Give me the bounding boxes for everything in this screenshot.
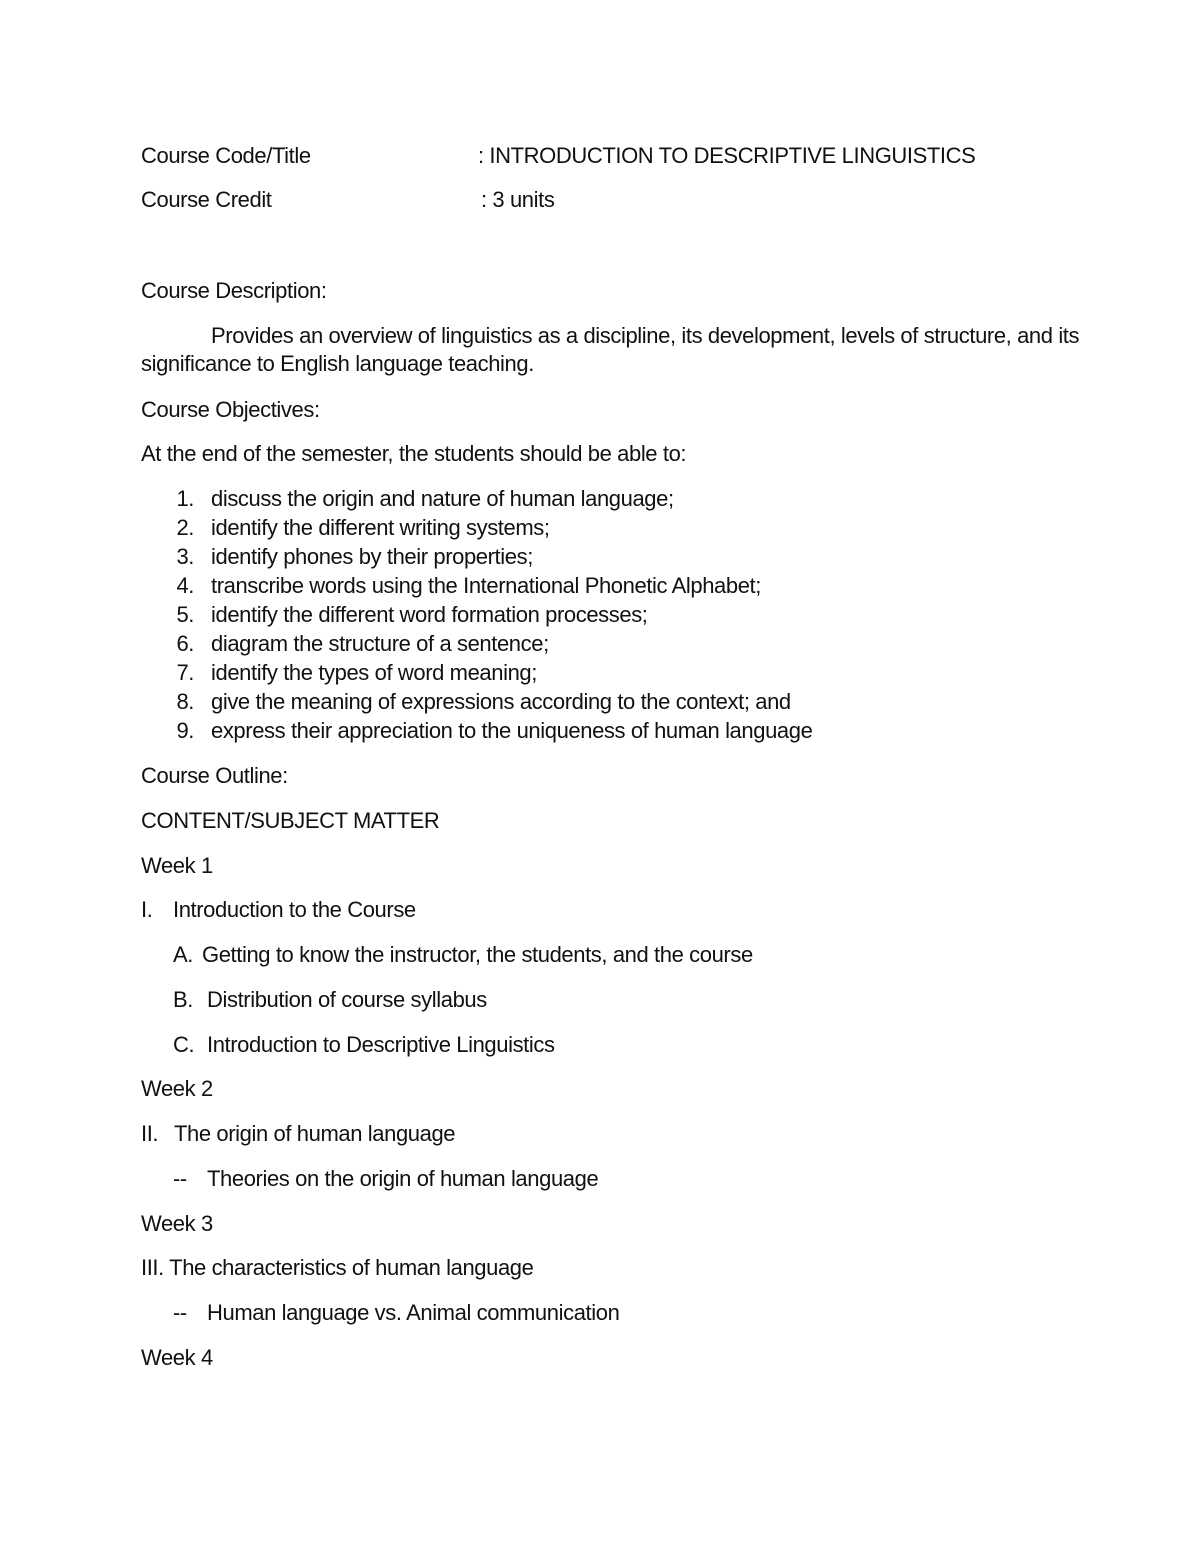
objective-number: 3. bbox=[176, 544, 194, 569]
week-2-label: Week 2 bbox=[141, 1076, 213, 1101]
week-1-sub-letter: A. bbox=[173, 942, 193, 967]
week-1-sub-text: Distribution of course syllabus bbox=[207, 987, 487, 1012]
week-1-label: Week 1 bbox=[141, 853, 213, 878]
course-code-label: Course Code/Title bbox=[141, 143, 311, 168]
course-code-value: : INTRODUCTION TO DESCRIPTIVE LINGUISTICS bbox=[478, 143, 976, 168]
objective-number: 7. bbox=[176, 660, 194, 685]
objective-text: identify the types of word meaning; bbox=[211, 660, 537, 685]
week-2-dash: -- bbox=[173, 1166, 187, 1191]
outline-heading: Course Outline: bbox=[141, 763, 288, 788]
course-credit-label: Course Credit bbox=[141, 187, 272, 212]
week-1-sub-letter: C. bbox=[173, 1032, 195, 1057]
description-line-2: significance to English language teaching. bbox=[141, 351, 534, 376]
objective-number: 1. bbox=[176, 486, 194, 511]
description-heading: Course Description: bbox=[141, 278, 327, 303]
objective-number: 2. bbox=[176, 515, 194, 540]
course-credit-value: : 3 units bbox=[481, 187, 555, 212]
objective-number: 9. bbox=[176, 718, 194, 743]
objectives-heading: Course Objectives: bbox=[141, 397, 320, 422]
objective-number: 8. bbox=[176, 689, 194, 714]
week-1-topic-number: I. bbox=[141, 897, 153, 922]
objective-number: 4. bbox=[176, 573, 194, 598]
description-line-1: Provides an overview of linguistics as a discipline, its development, levels of structure, and its bbox=[211, 323, 1080, 348]
objective-text: transcribe words using the International Phonetic Alphabet; bbox=[211, 573, 761, 598]
week-2-topic: The origin of human language bbox=[174, 1121, 456, 1146]
week-3-topic: III. The characteristics of human language bbox=[141, 1255, 534, 1280]
objectives-intro: At the end of the semester, the students should be able to: bbox=[141, 441, 687, 466]
objective-number: 5. bbox=[176, 602, 194, 627]
objective-text: identify the different word formation processes; bbox=[211, 602, 648, 627]
week-2-subtopic: Theories on the origin of human language bbox=[207, 1166, 599, 1191]
objective-text: identify the different writing systems; bbox=[211, 515, 550, 540]
objective-text: give the meaning of expressions according to the context; and bbox=[211, 689, 791, 714]
objective-text: diagram the structure of a sentence; bbox=[211, 631, 549, 656]
week-1-sub-text: Getting to know the instructor, the students, and the course bbox=[202, 942, 753, 967]
week-3-label: Week 3 bbox=[141, 1211, 213, 1236]
objective-text: discuss the origin and nature of human language; bbox=[211, 486, 674, 511]
week-4-label: Week 4 bbox=[141, 1345, 213, 1370]
week-1-topic: Introduction to the Course bbox=[173, 897, 416, 922]
week-1-sub-text: Introduction to Descriptive Linguistics bbox=[207, 1032, 555, 1057]
objective-number: 6. bbox=[176, 631, 194, 656]
week-3-dash: -- bbox=[173, 1300, 187, 1325]
objective-text: identify phones by their properties; bbox=[211, 544, 533, 569]
week-1-sub-letter: B. bbox=[173, 987, 193, 1012]
week-2-topic-number: II. bbox=[141, 1121, 159, 1146]
week-3-subtopic: Human language vs. Animal communication bbox=[207, 1300, 620, 1325]
outline-subheading: CONTENT/SUBJECT MATTER bbox=[141, 808, 440, 833]
objective-text: express their appreciation to the uniqueness of human language bbox=[211, 718, 813, 743]
